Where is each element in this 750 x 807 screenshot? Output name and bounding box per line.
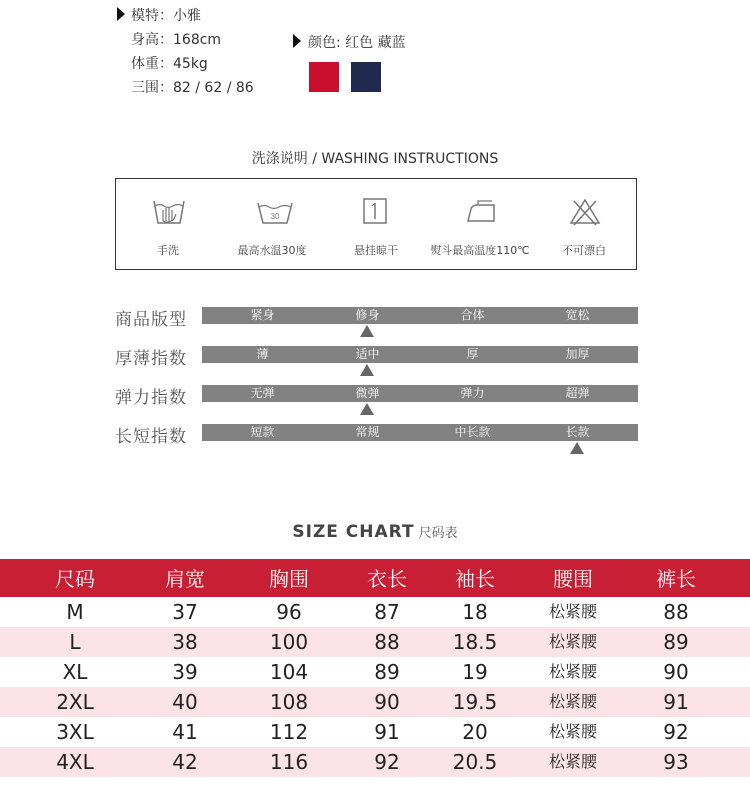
table-cell: 松紧腰 bbox=[548, 632, 597, 651]
index-option: 适中 bbox=[355, 347, 380, 361]
table-cell: 88 bbox=[374, 630, 400, 654]
hang-dry-icon bbox=[360, 197, 390, 227]
wash-item-no-bleach bbox=[532, 179, 636, 271]
table-cell: 91 bbox=[374, 720, 400, 744]
index-option: 长款 bbox=[565, 425, 590, 439]
bullet-triangle-icon bbox=[117, 7, 125, 21]
index-marker bbox=[360, 364, 374, 376]
table-cell: 104 bbox=[269, 660, 309, 684]
color-swatch-navy bbox=[351, 62, 381, 92]
index-label-thickness: 厚薄指数 bbox=[115, 349, 187, 369]
table-cell: 89 bbox=[374, 660, 400, 684]
color-swatch-red bbox=[309, 62, 339, 92]
index-option: 无弹 bbox=[250, 386, 275, 400]
table-cell: 40 bbox=[172, 690, 198, 714]
table-cell: 38 bbox=[172, 630, 198, 654]
table-cell: 19 bbox=[462, 660, 488, 684]
table-cell: 松紧腰 bbox=[548, 692, 597, 711]
no-bleach-icon bbox=[568, 197, 602, 227]
wash-30-icon bbox=[256, 197, 294, 227]
table-cell: 41 bbox=[172, 720, 198, 744]
index-option: 厚 bbox=[466, 347, 479, 361]
table-cell: L bbox=[69, 630, 81, 654]
table-cell: XL bbox=[62, 660, 88, 684]
size-table-header bbox=[0, 559, 750, 597]
header-cell: 裤长 bbox=[656, 567, 696, 591]
index-option: 超弹 bbox=[565, 386, 590, 400]
table-cell: 116 bbox=[269, 750, 309, 774]
index-label-elasticity: 弹力指数 bbox=[115, 388, 187, 408]
table-row bbox=[0, 657, 750, 687]
table-cell: 112 bbox=[269, 720, 309, 744]
model-name: 模特：小雅 bbox=[131, 8, 201, 24]
table-row bbox=[0, 687, 750, 717]
header-cell: 衣长 bbox=[367, 567, 407, 591]
table-cell: 91 bbox=[663, 690, 689, 714]
wash-label: 最高水温30度 bbox=[237, 244, 307, 257]
index-label-length: 长短指数 bbox=[115, 427, 187, 447]
iron-icon bbox=[464, 197, 500, 227]
wash-item-hang bbox=[324, 179, 428, 271]
table-cell: 37 bbox=[172, 600, 198, 624]
table-cell: 19.5 bbox=[452, 690, 498, 714]
header-cell: 尺码 bbox=[55, 567, 95, 591]
size-chart-title-cn: 尺码表 bbox=[418, 526, 458, 541]
model-measurements: 三围：82 / 62 / 86 bbox=[131, 80, 254, 96]
table-cell: 4XL bbox=[56, 750, 94, 774]
index-bar-thickness bbox=[202, 346, 638, 363]
index-marker bbox=[360, 403, 374, 415]
index-option: 紧身 bbox=[250, 308, 275, 322]
index-option: 薄 bbox=[256, 347, 269, 361]
table-row bbox=[0, 597, 750, 627]
header-cell: 袖长 bbox=[455, 567, 495, 591]
table-cell: 100 bbox=[269, 630, 309, 654]
table-cell: 92 bbox=[374, 750, 400, 774]
index-option: 短款 bbox=[250, 425, 275, 439]
index-bar-elasticity bbox=[202, 385, 638, 402]
table-cell: 87 bbox=[374, 600, 400, 624]
header-cell: 肩宽 bbox=[165, 567, 205, 591]
table-cell: 108 bbox=[269, 690, 309, 714]
table-cell: 42 bbox=[172, 750, 198, 774]
table-cell: 93 bbox=[663, 750, 689, 774]
table-row bbox=[0, 717, 750, 747]
wash-label: 悬挂晾干 bbox=[354, 244, 398, 257]
table-cell: 20 bbox=[462, 720, 488, 744]
wash-item-hand bbox=[116, 179, 220, 271]
table-cell: 89 bbox=[663, 630, 689, 654]
index-option: 合体 bbox=[460, 308, 485, 322]
index-label-fit: 商品版型 bbox=[115, 310, 187, 330]
header-cell: 胸围 bbox=[269, 567, 309, 591]
table-cell: 松紧腰 bbox=[548, 662, 597, 681]
table-cell: 松紧腰 bbox=[548, 722, 597, 741]
size-chart-title bbox=[0, 522, 750, 542]
index-bar-length bbox=[202, 424, 638, 441]
model-weight: 体重：45kg bbox=[131, 56, 208, 72]
index-option: 修身 bbox=[355, 308, 380, 322]
index-option: 加厚 bbox=[565, 347, 590, 361]
header-cell: 腰围 bbox=[553, 567, 593, 591]
table-cell: 3XL bbox=[56, 720, 94, 744]
svg-text:30: 30 bbox=[270, 212, 280, 221]
model-height: 身高：168cm bbox=[131, 32, 222, 48]
size-chart-title-en: SIZE CHART bbox=[292, 522, 415, 542]
washing-box bbox=[115, 178, 637, 270]
index-option: 宽松 bbox=[565, 308, 590, 322]
index-option: 常规 bbox=[355, 425, 380, 439]
hand-wash-icon bbox=[152, 197, 186, 227]
wash-label: 手洗 bbox=[157, 244, 179, 257]
table-cell: 松紧腰 bbox=[548, 752, 597, 771]
table-cell: M bbox=[66, 600, 84, 624]
table-cell: 96 bbox=[276, 600, 302, 624]
table-cell: 88 bbox=[663, 600, 689, 624]
table-cell: 39 bbox=[172, 660, 198, 684]
table-row bbox=[0, 747, 750, 777]
table-cell: 18 bbox=[462, 600, 488, 624]
wash-item-iron bbox=[428, 179, 532, 271]
table-cell: 18.5 bbox=[452, 630, 498, 654]
index-bar-fit bbox=[202, 307, 638, 324]
table-row bbox=[0, 627, 750, 657]
table-cell: 松紧腰 bbox=[548, 602, 597, 621]
table-cell: 20.5 bbox=[452, 750, 498, 774]
table-cell: 90 bbox=[663, 660, 689, 684]
wash-item-30 bbox=[220, 179, 324, 271]
index-marker bbox=[360, 325, 374, 337]
table-cell: 90 bbox=[374, 690, 400, 714]
wash-label: 熨斗最高温度110℃ bbox=[430, 244, 530, 257]
index-marker bbox=[570, 442, 584, 454]
washing-title: 洗涤说明 / WASHING INSTRUCTIONS bbox=[251, 151, 499, 167]
color-line: 颜色: 红色 藏蓝 bbox=[308, 35, 406, 51]
index-option: 微弹 bbox=[355, 386, 380, 400]
table-cell: 2XL bbox=[56, 690, 94, 714]
bullet-triangle-icon bbox=[293, 34, 301, 48]
table-cell: 92 bbox=[663, 720, 689, 744]
index-option: 中长款 bbox=[454, 425, 491, 439]
wash-label: 不可漂白 bbox=[562, 244, 606, 257]
index-option: 弹力 bbox=[460, 386, 485, 400]
